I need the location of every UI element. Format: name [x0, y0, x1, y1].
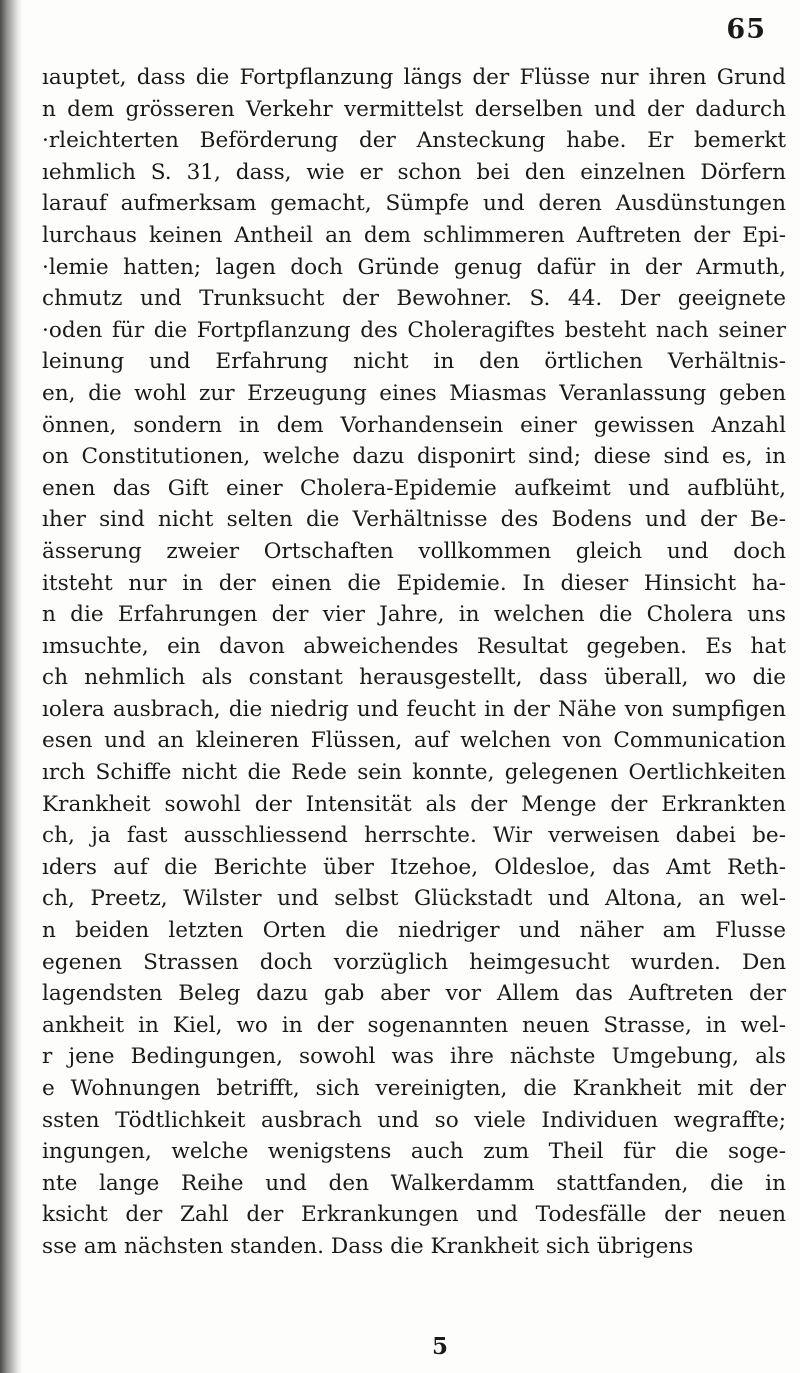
text-line: ssten Tödtlichkeit ausbrach und so viele Individuen wegraffte; — [42, 1107, 786, 1133]
text-line: ıders auf die Berichte über Itzehoe, Oldesloe, das Amt Reth- — [42, 854, 786, 880]
text-line: n die Erfahrungen der vier Jahre, in welchen die Cholera uns — [42, 602, 786, 628]
body-text — [42, 62, 786, 1263]
text-line: ·lemie hatten; lagen doch Gründe genug dafür in der Armuth, — [42, 254, 786, 280]
text-line: ksicht der Zahl der Erkrankungen und Todesfälle der neuen — [42, 1202, 786, 1228]
text-line: larauf aufmerksam gemacht, Sümpfe und deren Ausdünstungen — [42, 191, 786, 217]
text-line: ıauptet, dass die Fortpflanzung längs der Flüsse nur ihren Grund — [42, 65, 786, 90]
text-line: esen und an kleineren Flüssen, auf welchen von Communication — [42, 728, 786, 754]
text-line: lurchaus keinen Antheil an dem schlimmeren Auftreten der Epi- — [42, 222, 786, 248]
text-line: leinung und Erfahrung nicht in den örtlichen Verhältnis- — [42, 349, 786, 375]
text-line: önnen, sondern in dem Vorhandensein einer gewissen Anzahl — [42, 412, 786, 438]
text-line: ırch Schiffe nicht die Rede sein konnte, gelegenen Oertlichkeiten — [42, 760, 786, 786]
text-line: e Wohnungen betrifft, sich vereinigten, die Krankheit mit der — [42, 1076, 786, 1101]
text-line: n beiden letzten Orten die niedriger und näher am Flusse — [42, 918, 786, 944]
text-line: ch, Preetz, Wilster und selbst Glückstadt und Altona, an wel- — [42, 886, 786, 912]
text-line: egenen Strassen doch vorzüglich heimgesucht wurden. Den — [42, 949, 786, 975]
text-line: ·rleichterten Beförderung der Ansteckung habe. Er bemerkt — [42, 128, 786, 154]
text-line: ıolera ausbrach, die niedrig und feucht in der Nähe von sumpfigen — [42, 696, 786, 722]
text-line: itsteht nur in der einen die Epidemie. In dieser Hinsicht ha- — [42, 570, 786, 596]
text-line: sse am nächsten standen. Dass die Krankheit sich übrigens — [42, 1233, 694, 1259]
text-line: ıehmlich S. 31, dass, wie er schon bei den einzelnen Dörfern — [42, 159, 786, 185]
text-line: ankheit in Kiel, wo in der sogenannten neuen Strasse, in wel- — [42, 1012, 786, 1038]
text-line: ch nehmlich als constant herausgestellt, dass überall, wo die — [42, 665, 786, 691]
text-line: enen das Gift einer Cholera-Epidemie aufkeimt und aufblüht, — [42, 475, 786, 501]
text-line: ımsuchte, ein davon abweichendes Resultat gegeben. Es hat — [42, 633, 786, 659]
text-line: ıher sind nicht selten die Verhältnisse des Bodens und der Be- — [42, 507, 786, 533]
page-number: 65 — [726, 14, 766, 45]
printer-signature-mark: 5 — [431, 1333, 448, 1360]
text-line: chmutz und Trunksucht der Bewohner. S. 44. Der geeignete — [42, 286, 786, 312]
binding-gutter-shadow — [0, 0, 22, 1373]
text-line: ch, ja fast ausschliessend herrschte. Wir verweisen dabei be- — [42, 823, 786, 849]
text-line: ·oden für die Fortpflanzung des Choleragiftes besteht nach seiner — [42, 317, 786, 343]
text-line: r jene Bedingungen, sowohl was ihre nächste Umgebung, als — [42, 1044, 786, 1070]
text-line: en, die wohl zur Erzeugung eines Miasmas Veranlassung geben — [42, 380, 786, 406]
text-line: nte lange Reihe und den Walkerdamm stattfanden, die in — [42, 1170, 786, 1196]
text-line: lagendsten Beleg dazu gab aber vor Allem das Auftreten der — [42, 981, 786, 1007]
text-line: ässerung zweier Ortschaften vollkommen gleich und doch — [42, 538, 786, 564]
text-line: on Constitutionen, welche dazu disponirt sind; diese sind es, in — [42, 444, 786, 470]
text-line: ingungen, welche wenigstens auch zum Theil für die soge- — [42, 1139, 786, 1165]
text-line: n dem grösseren Verkehr vermittelst derselben und der dadurch — [42, 96, 786, 122]
text-line: Krankheit sowohl der Intensität als der Menge der Erkrankten — [42, 791, 786, 817]
